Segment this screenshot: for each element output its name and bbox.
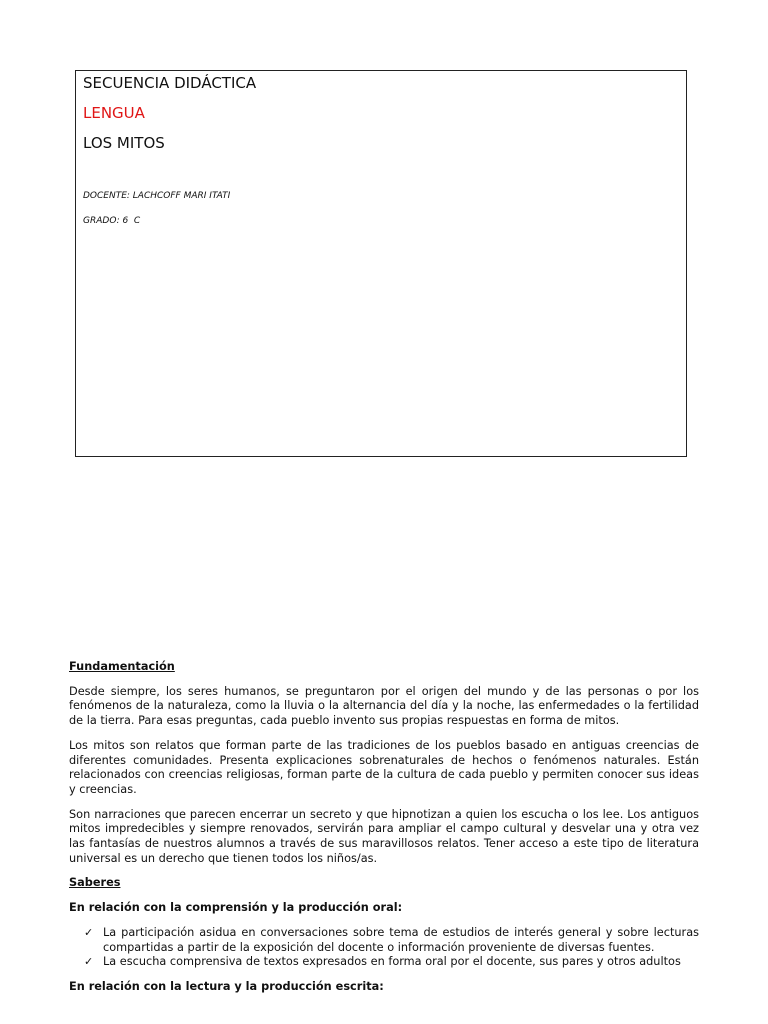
checkmark-icon: ✓ [84, 955, 94, 969]
list-item-text: La participación asidua en conversaciones sobre tema de estudios de interés general y sobre lecturas compartidas a partir de la exposición del docente o información proveniente de diversas fuentes. [103, 925, 699, 954]
escrita-subheading: En relación con la lectura y la producción escrita: [69, 979, 384, 993]
fundamentacion-paragraph-3: Son narraciones que parecen encerrar un secreto y que hipnotizan a quien los escucha o los lee. Los antiguos mitos impredecibles y siempre renovados, servirán para ampliar el campo cultural y desvelar una y otra vez las fantasías de nuestros alumnos a través de sus maravillosos relatos. Tener acceso a este tipo de literatura universal es un derecho que tienen todos los niños/as. [69, 807, 699, 865]
fundamentacion-paragraph-2: Los mitos son relatos que forman parte de las tradiciones de los pueblos basado en antiguas creencias de diferentes comunidades. Presenta explicaciones sobrenaturales de hechos o fenómenos naturales. Están relacionados con creencias religiosas, forman parte de la cultura de cada pueblo y permiten conocer sus ideas y creencias. [69, 738, 699, 796]
oral-checklist [69, 926, 699, 970]
fundamentacion-heading: Fundamentación [69, 660, 175, 673]
cover-box [75, 70, 687, 457]
fundamentacion-paragraph-1: Desde siempre, los seres humanos, se preguntaron por el origen del mundo y de las personas o por los fenómenos de la naturaleza, como la lluvia o la alternancia del día y la noche, las enfermedades o la fertilidad de la tierra. Para esas preguntas, cada pueblo invento sus propias respuestas en forma de mitos. [69, 684, 699, 728]
topic-label: LOS MITOS [83, 134, 165, 152]
document-title: SECUENCIA DIDÁCTICA [83, 74, 257, 92]
list-item [84, 925, 699, 955]
teacher-label: DOCENTE: LACHCOFF MARI ITATI [83, 191, 231, 201]
subject-label: LENGUA [83, 104, 145, 122]
list-item-text: La escucha comprensiva de textos expresados en forma oral por el docente, sus pares y otros adultos [103, 955, 681, 969]
oral-subheading: En relación con la comprensión y la producción oral: [69, 901, 403, 915]
checkmark-icon: ✓ [84, 925, 94, 939]
list-item [84, 955, 699, 970]
grade-label: GRADO: 6 C [83, 216, 141, 226]
saberes-heading: Saberes [69, 876, 121, 890]
document-body [69, 660, 699, 1005]
